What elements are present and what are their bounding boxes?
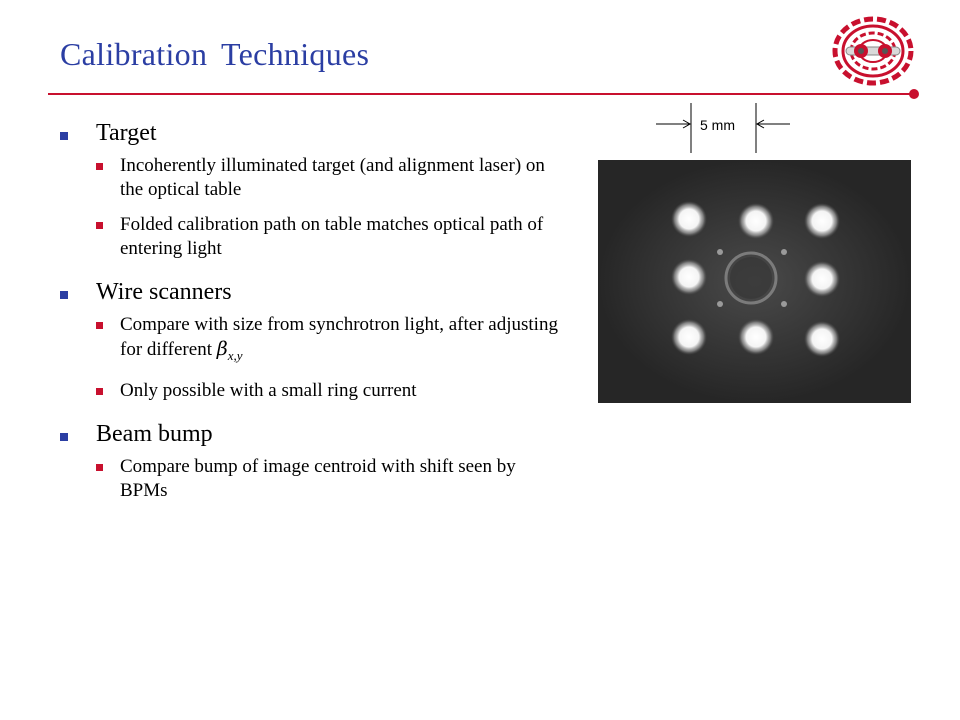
- calibration-target-image: [598, 160, 911, 403]
- slide-title: Calibration Techniques: [60, 36, 370, 72]
- bullet-group-beam-bump: [60, 419, 560, 503]
- scale-label: 5 mm: [700, 117, 735, 133]
- title-underline-dot: [909, 89, 919, 99]
- lab-logo: [830, 14, 916, 88]
- beta-subscript: x,y: [227, 347, 243, 363]
- sub-bullet-text: Compare with size from synchrotron light, after adjusting for different: [120, 314, 558, 360]
- bullet-list: [60, 118, 560, 519]
- beta-symbol: β: [216, 338, 228, 360]
- bullet-wire-scanners: Wire scanners: [60, 277, 560, 307]
- sub-bullet: Folded calibration path on table matches optical path of entering light: [60, 213, 560, 261]
- bullet-beam-bump: Beam bump: [60, 419, 560, 449]
- sub-bullet: Incoherently illuminated target (and alignment laser) on the optical table: [60, 154, 560, 202]
- sub-bullet: Only possible with a small ring current: [60, 379, 560, 403]
- title-underline: [48, 93, 914, 95]
- bullet-group-target: [60, 118, 560, 261]
- bullet-group-wire-scanners: [60, 277, 560, 403]
- bullet-target: Target: [60, 118, 560, 148]
- sub-bullet-beta: [60, 313, 560, 368]
- sub-bullet: Compare bump of image centroid with shift seen by BPMs: [60, 455, 560, 503]
